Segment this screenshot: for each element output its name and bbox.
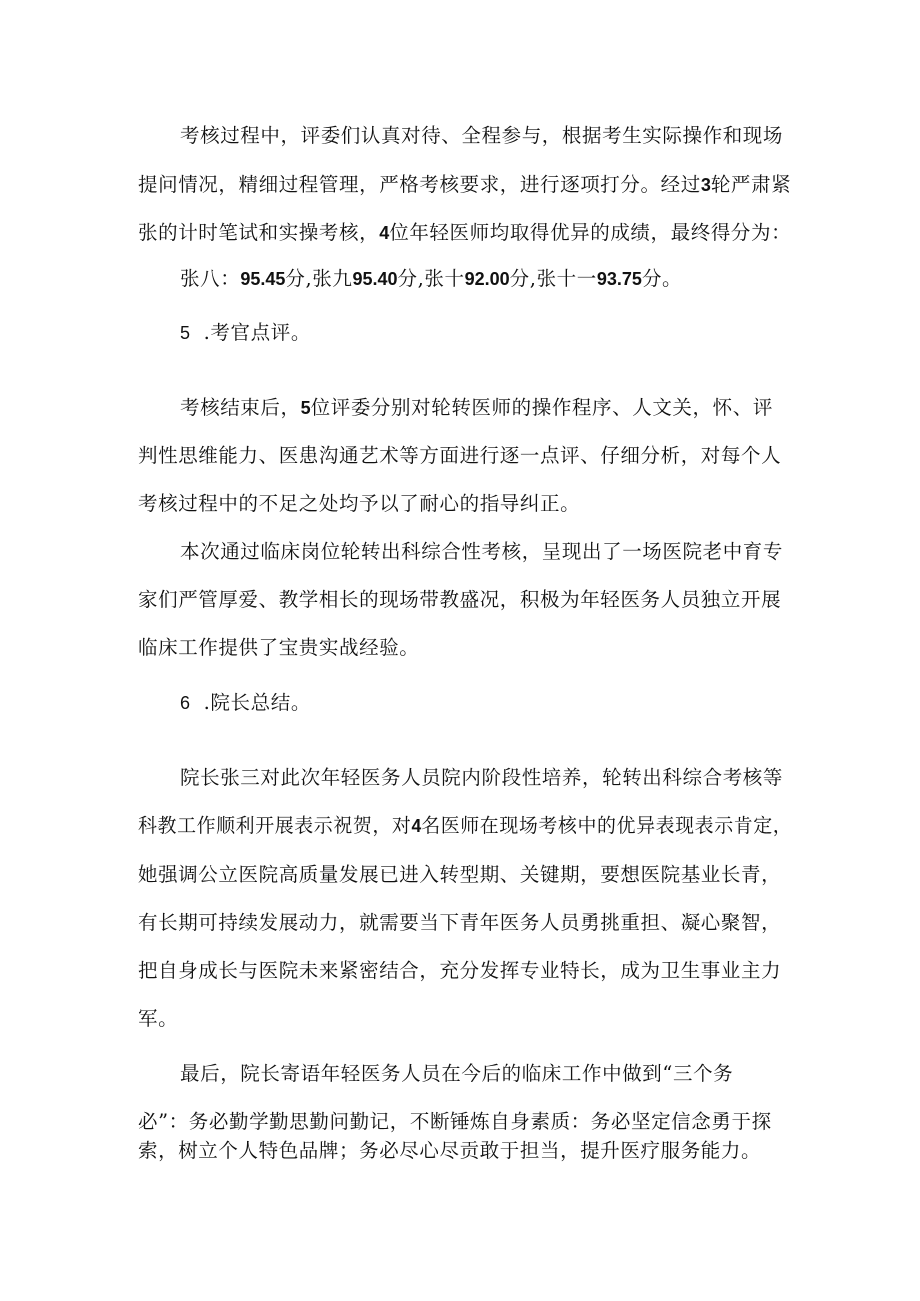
score-name: 张九 <box>312 267 353 290</box>
paragraph-1-line-1 <box>180 123 783 149</box>
score-name: 张十 <box>424 267 465 290</box>
heading-text: .院长总结。 <box>203 691 311 714</box>
text: 考核过程中的不足之处均予以了耐心的指导纠正。 <box>138 492 581 515</box>
scores-line <box>180 266 682 292</box>
paragraph-4-line-4 <box>138 910 781 936</box>
number: 4 <box>379 223 390 243</box>
text: 位年轻医师均取得优异的成绩，最终得分为： <box>389 221 792 244</box>
text: 有长期可持续发展动力，就需要当下青年医务人员勇挑重担、凝心聚智， <box>138 911 782 934</box>
number: 4 <box>411 816 422 836</box>
heading-number: 6 <box>180 693 191 713</box>
paragraph-2-line-3 <box>138 491 580 517</box>
paragraph-4-line-3 <box>138 862 781 888</box>
text: 张的计时笔试和实操考核， <box>138 221 380 244</box>
score-unit: 分。 <box>641 267 683 290</box>
heading-number: 5 <box>180 323 191 343</box>
text: 她强调公立医院高质量发展已进入转型期、关键期，要想医院基业长青， <box>138 863 782 886</box>
score-name: 张十一 <box>536 267 597 290</box>
paragraph-1-line-2 <box>138 172 791 198</box>
score-unit: 分, <box>397 267 425 290</box>
text: 临床工作提供了宝贵实战经验。 <box>138 636 420 659</box>
text: 家们严管厚爱、教学相长的现场带教盛况，积极为年轻医务人员独立开展 <box>138 588 782 611</box>
score-value: 93.75 <box>596 269 642 289</box>
paragraph-4-line-1 <box>180 765 783 791</box>
paragraph-2-line-2 <box>138 443 781 469</box>
text: 本次通过临床岗位轮转出科综合性考核，呈现出了一场医院老中育专 <box>180 540 784 563</box>
text: 考核结束后， <box>180 396 301 419</box>
text: 院长张三对此次年轻医务人员院内阶段性培养，轮转出科综合考核等 <box>180 766 784 789</box>
paragraph-5-line-3 <box>138 1138 761 1164</box>
text: 提问情况，精细过程管理，严格考核要求，进行逐项打分。经过 <box>138 173 701 196</box>
text: 判性思维能力、医患沟通艺术等方面进行逐一点评、仔细分析，对每个人 <box>138 444 782 467</box>
paragraph-3-line-2 <box>138 587 781 613</box>
score-value: 95.45 <box>240 269 286 289</box>
paragraph-4-line-5 <box>138 958 781 984</box>
paragraph-4-line-2 <box>138 813 792 839</box>
number: 3 <box>700 175 711 195</box>
section-heading-5 <box>180 320 311 346</box>
paragraph-2-line-1 <box>180 395 773 421</box>
paragraph-4-line-6 <box>138 1006 178 1032</box>
score-unit: 分, <box>285 267 313 290</box>
score-value: 92.00 <box>464 269 510 289</box>
heading-text: .考官点评。 <box>203 321 311 344</box>
score-value: 95.40 <box>352 269 398 289</box>
paragraph-5-line-2 <box>138 1109 772 1135</box>
text: 军。 <box>138 1007 179 1030</box>
paragraph-3-line-1 <box>180 539 783 565</box>
text: 必”：务必勤学勤思勤问勤记，不断锤炼自身素质：务必坚定信念勇于探 <box>138 1110 772 1133</box>
text: 位评委分别对轮转医师的操作程序、人文关，怀、评 <box>310 396 773 419</box>
text: 最后，院长寄语年轻医务人员在今后的临床工作中做到“三个务 <box>180 1062 734 1085</box>
text: 考核过程中，评委们认真对待、全程参与，根据考生实际操作和现场 <box>180 124 784 147</box>
paragraph-1-line-3 <box>138 220 791 246</box>
text: 轮严肃紧 <box>710 173 792 196</box>
text: 把自身成长与医院未来紧密结合，充分发挥专业特长，成为卫生事业主力 <box>138 959 782 982</box>
section-heading-6 <box>180 690 311 716</box>
text: 名医师在现场考核中的优异表现表示肯定， <box>421 814 793 837</box>
paragraph-5-line-1 <box>180 1061 733 1087</box>
number: 5 <box>300 398 311 418</box>
text: 科教工作顺利开展表示祝贺，对 <box>138 814 412 837</box>
score-name: 张八： <box>180 267 241 290</box>
score-unit: 分, <box>509 267 537 290</box>
text: 索，树立个人特色品牌；务必尽心尽贡敢于担当，提升医疗服务能力。 <box>138 1139 762 1162</box>
paragraph-3-line-3 <box>138 635 419 661</box>
